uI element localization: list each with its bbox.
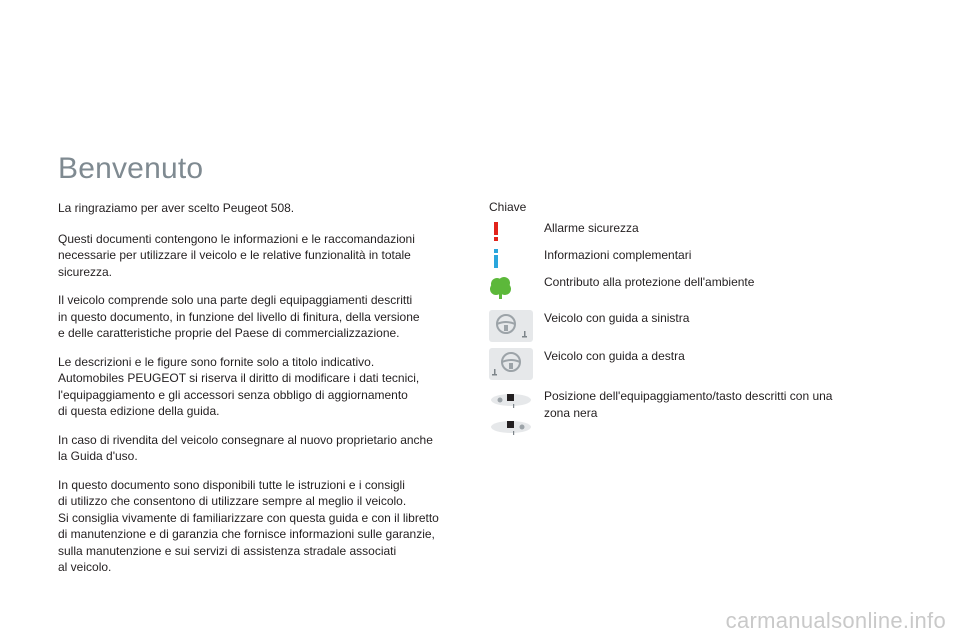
intro-text <box>58 200 478 588</box>
paragraph: In questo documento sono disponibili tutte le istruzioni e i consigli di utilizzo che consentono di utilizzare sempre al meglio il veicolo. Si consiglia vivamente di familiarizzare con questa guida e con il libretto di manutenzione e di garanzia che fornisce informazioni sulle garanzie, sulla manutenzione e sui servizi di assistenza stradale associati al veicolo. <box>58 477 439 574</box>
paragraph: In caso di rivendita del veicolo consegnare al nuovo proprietario anche la Guida d'uso. <box>58 432 433 463</box>
key-label: Veicolo con guida a sinistra <box>544 311 690 325</box>
paragraph: Questi documenti contengono le informazioni e le raccomandazioni necessarie per utilizzare il veicolo e le relative funzionalità in totale sicurezza. <box>58 231 415 279</box>
page-title: Benvenuto <box>58 152 204 185</box>
equipment-position-icon <box>489 390 541 441</box>
key-label: Informazioni complementari <box>544 248 692 262</box>
key-label: Allarme sicurezza <box>544 221 639 235</box>
exclamation-icon <box>489 222 541 247</box>
leaf-icon <box>489 276 541 305</box>
right-hand-drive-icon <box>489 348 541 385</box>
left-hand-drive-icon <box>489 310 541 347</box>
paragraph: La ringraziamo per aver scelto Peugeot 508. <box>58 201 295 215</box>
info-icon <box>489 249 541 274</box>
watermark: carmanualsonline.info <box>725 608 946 633</box>
key-label: Veicolo con guida a destra <box>544 349 685 363</box>
paragraph: Il veicolo comprende solo una parte degli equipaggiamenti descritti in questo documento, in funzione del livello di finitura, della versione e delle caratteristiche proprie del Paese di commercializzazione. <box>58 293 420 340</box>
key-label: Posizione dell'equipaggiamento/tasto descritti con una zona nera <box>544 389 833 420</box>
paragraph: Le descrizioni e le figure sono fornite solo a titolo indicativo. Automobiles PEUGEOT si riserva il diritto di modificare i dati tecnici, l'equipaggiamento e gli accessori senza obbligo di aggiornamento di questa edizione della guida. <box>58 354 420 418</box>
key-title: Chiave <box>489 200 527 214</box>
key-label: Contributo alla protezione dell'ambiente <box>544 275 755 289</box>
